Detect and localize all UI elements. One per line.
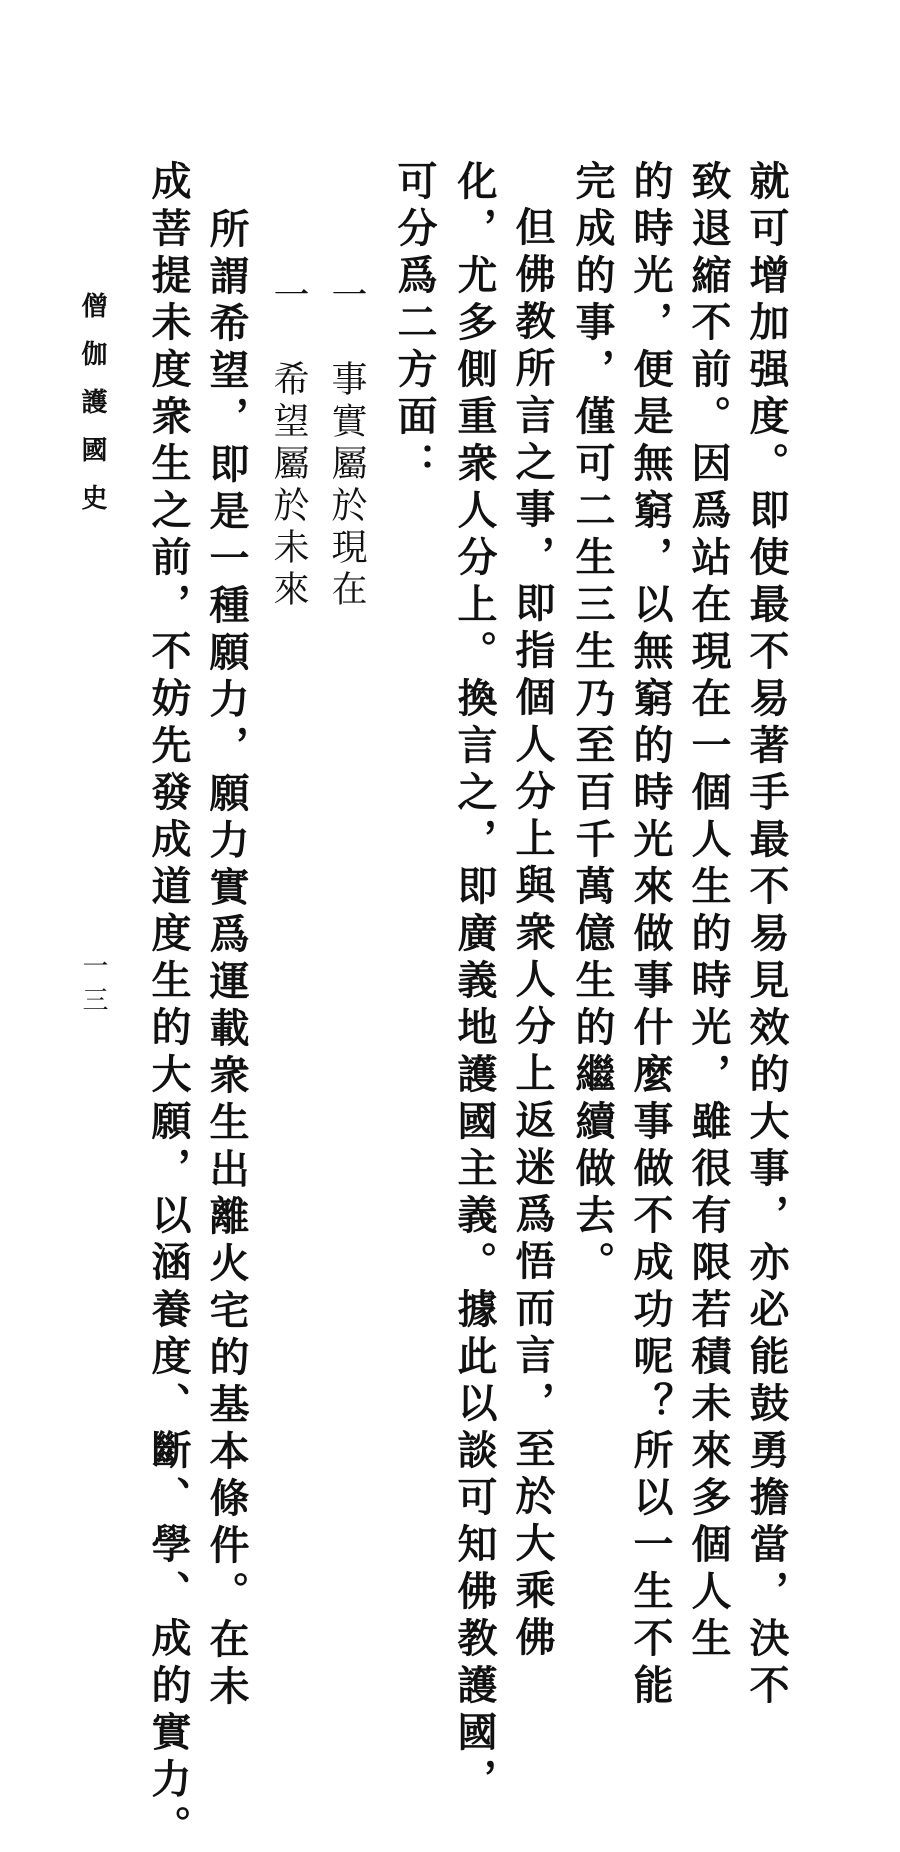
text-column-5: 但佛教所言之事，即指個人分上與衆人分上返迷爲悟而言，至於大乘佛 — [509, 206, 556, 1663]
text-column-7: 可分爲二方面： — [391, 160, 438, 489]
text-column-2: 致退縮不前。因爲站在現在一個人生的時光，雖很有限若積未來多個人生 — [685, 160, 732, 1664]
list-item-2: 一 希望屬於未來 — [268, 276, 309, 612]
running-title: 僧伽護國史 — [77, 292, 107, 532]
list-item-1: 一 事實屬於現在 — [326, 276, 367, 612]
text-column-6: 化，尤多側重衆人分上。換言之，即廣義地護國主義。據此以談可知佛教護國， — [451, 160, 498, 1805]
page-number: 一三 — [78, 952, 108, 1020]
text-column-4: 完成的事，僅可二生三生乃至百千萬億生的繼續做去。 — [569, 160, 616, 1288]
text-column-3: 的時光，便是無窮，以無窮的時光來做事什麼事做不成功呢？所以一生不能 — [627, 160, 674, 1711]
text-column-9: 成菩提未度衆生之前，不妨先發成道度生的大願，以涵養度、斷、學、成的實力。 — [145, 160, 192, 1852]
text-column-8: 所謂希望，即是一種願力，願力實爲運載衆生出離火宅的基本條件。在未 — [203, 208, 250, 1712]
text-column-1: 就可增加强度。即使最不易著手最不易見效的大事，亦必能鼓勇擔當，決不 — [743, 160, 790, 1711]
